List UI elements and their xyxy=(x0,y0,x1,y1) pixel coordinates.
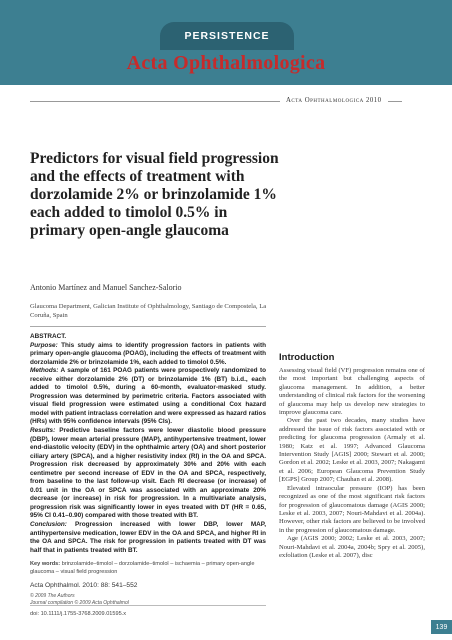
abstract-heading: ABSTRACT. xyxy=(30,333,67,340)
keywords xyxy=(30,561,266,576)
header-rule-left xyxy=(30,101,280,102)
introduction-heading: Introduction xyxy=(279,352,335,363)
intro-paragraph-2: Over the past two decades, many studies have addressed the issue of risk factors associated with or predicting for glaucoma progression (Armaly et al. 1980; Katz et al. 1997; Advanced Glaucoma Intervention Study [AGIS] 2000; Stewart et al. 2000; Gordon et al. 2002; Leske et al. 2003, 2007; Nakagami et al. 2006; European Glaucoma Prevention Study [EGPS] Group 2007; Chauhan et al. 2008). xyxy=(279,417,425,484)
article-affiliation: Glaucoma Department, Galician Institute of Ophthalmology, Santiago de Compostela, La Coruña, Spain xyxy=(30,303,267,319)
results-label: Results: xyxy=(30,427,56,435)
article-authors: Antonio Martínez and Manuel Sanchez-Salorio xyxy=(30,283,182,292)
keywords-label: Key words: xyxy=(30,561,61,567)
section-tab-label: PERSISTENCE xyxy=(184,30,270,42)
abstract xyxy=(30,333,266,555)
conclusion-label: Conclusion: xyxy=(30,521,67,529)
header-rule-right xyxy=(388,101,402,102)
running-header: Acta Ophthalmologica 2010 xyxy=(286,97,382,104)
citation-line: Acta Ophthalmol. 2010: 88: 541–552 xyxy=(30,582,138,589)
section-tab xyxy=(160,22,294,50)
intro-paragraph-3: Elevated intraocular pressure (IOP) has been recognized as one of the most significant risk factors for progression of glaucomatous damage (AGIS 2000; Leske et al. 2003, 2007; Nouri-Mahdavi et al. 2004a). However, other risk factors are believed to be involved in the progression of glaucomatous damage. xyxy=(279,484,425,534)
results-text: Predictive baseline factors were lower diastolic blood pressure (DBP), lower mean arterial pressure (MAP), antihypertensive treatment, lower end-diastolic velocity (EDV) in the ophthalmic artery (OA) and short posterior ciliary artery (SPCA), and a higher resistivity index (RI) in the OA and SPCA. Progression risk decreased by approximately 30% and 20% with each centimetre per second increase of EDV in the OA and SPCA, respectively, from baseline to the last follow-up visit. Each RI decrease (or increase) of 0.01 unit in the OA or SPCA was associated with an approximate 20% decrease (or increase) in risk for progression. In a multivariate analysis, progression risk was significantly lower in eyes treated with DT (HR = 0.65, 95% CI 0.41–0.90) compared with those treated with BT. xyxy=(30,427,267,520)
abstract-top-rule xyxy=(30,326,266,327)
purpose-label: Purpose: xyxy=(30,341,58,349)
copyright-journal: Journal compilation © 2009 Acta Ophthalmol xyxy=(30,599,129,606)
copyright-authors: © 2009 The Authors xyxy=(30,593,75,599)
intro-paragraph-4: Age (AGIS 2000; 2002; Leske et al. 2003, 2007; Nouri-Mahdavi et al. 2004a, 2004b; Spry et al. 2005), exfoliation (Leske et al. 2007), disc xyxy=(279,535,425,559)
introduction-body xyxy=(279,367,425,560)
journal-logo: Acta Ophthalmologica xyxy=(126,52,326,74)
methods-text: A sample of 161 POAG patients were prospectively randomized to receive either dorzolamide 2% (DT) or brinzolamide 1% (BT) b.i.d., each added to timolol 0.5%, during a 60-month, evaluator-masked study. Progression was determined by perimetric criteria. Factors associated with visual field progression were estimated using a conditional Cox hazard model with patient intraclass correlation and were expressed as hazard ratios (HRs) with 95% confidence intervals (95% CIs). xyxy=(30,367,266,426)
page-number: 139 xyxy=(431,620,452,634)
conclusion-text: Progression increased with lower DBP, lower MAP, antihypertensive medication, lower EDV in the OA and SPCA, and higher RI in the OA and SPCA. The risk for progression in patients treated with DT was half that in patients treated with BT. xyxy=(30,521,266,554)
methods-label: Methods: xyxy=(30,367,59,375)
doi-link[interactable]: doi: 10.1111/j.1755-3768.2009.01595.x xyxy=(30,611,127,617)
article-title: Predictors for visual field progression and the effects of treatment with dorzolamide 2% or brinzolamide 1% each added to timolol 0.5% in primary open-angle glaucoma xyxy=(30,150,279,239)
citation-rule xyxy=(30,605,266,606)
purpose-text: This study aims to identify progression factors in patients with primary open-angle glaucoma (POAG), including the effects of treatment with dorzolamide 2% or brinzolamide 1%, each added to timolol 0.5%. xyxy=(30,341,266,366)
intro-paragraph-1: Assessing visual field (VF) progression remains one of the most important but challenging aspects of glaucoma management. In addition, a better understanding of clinical risk factors for the worsening of glaucoma may help us develop new strategies to improve glaucoma care. xyxy=(279,367,425,417)
keywords-text: brinzolamide–timolol – dorzolamide–timolol – ischaemia – primary open-angle glaucoma – visual field progression xyxy=(30,561,255,575)
